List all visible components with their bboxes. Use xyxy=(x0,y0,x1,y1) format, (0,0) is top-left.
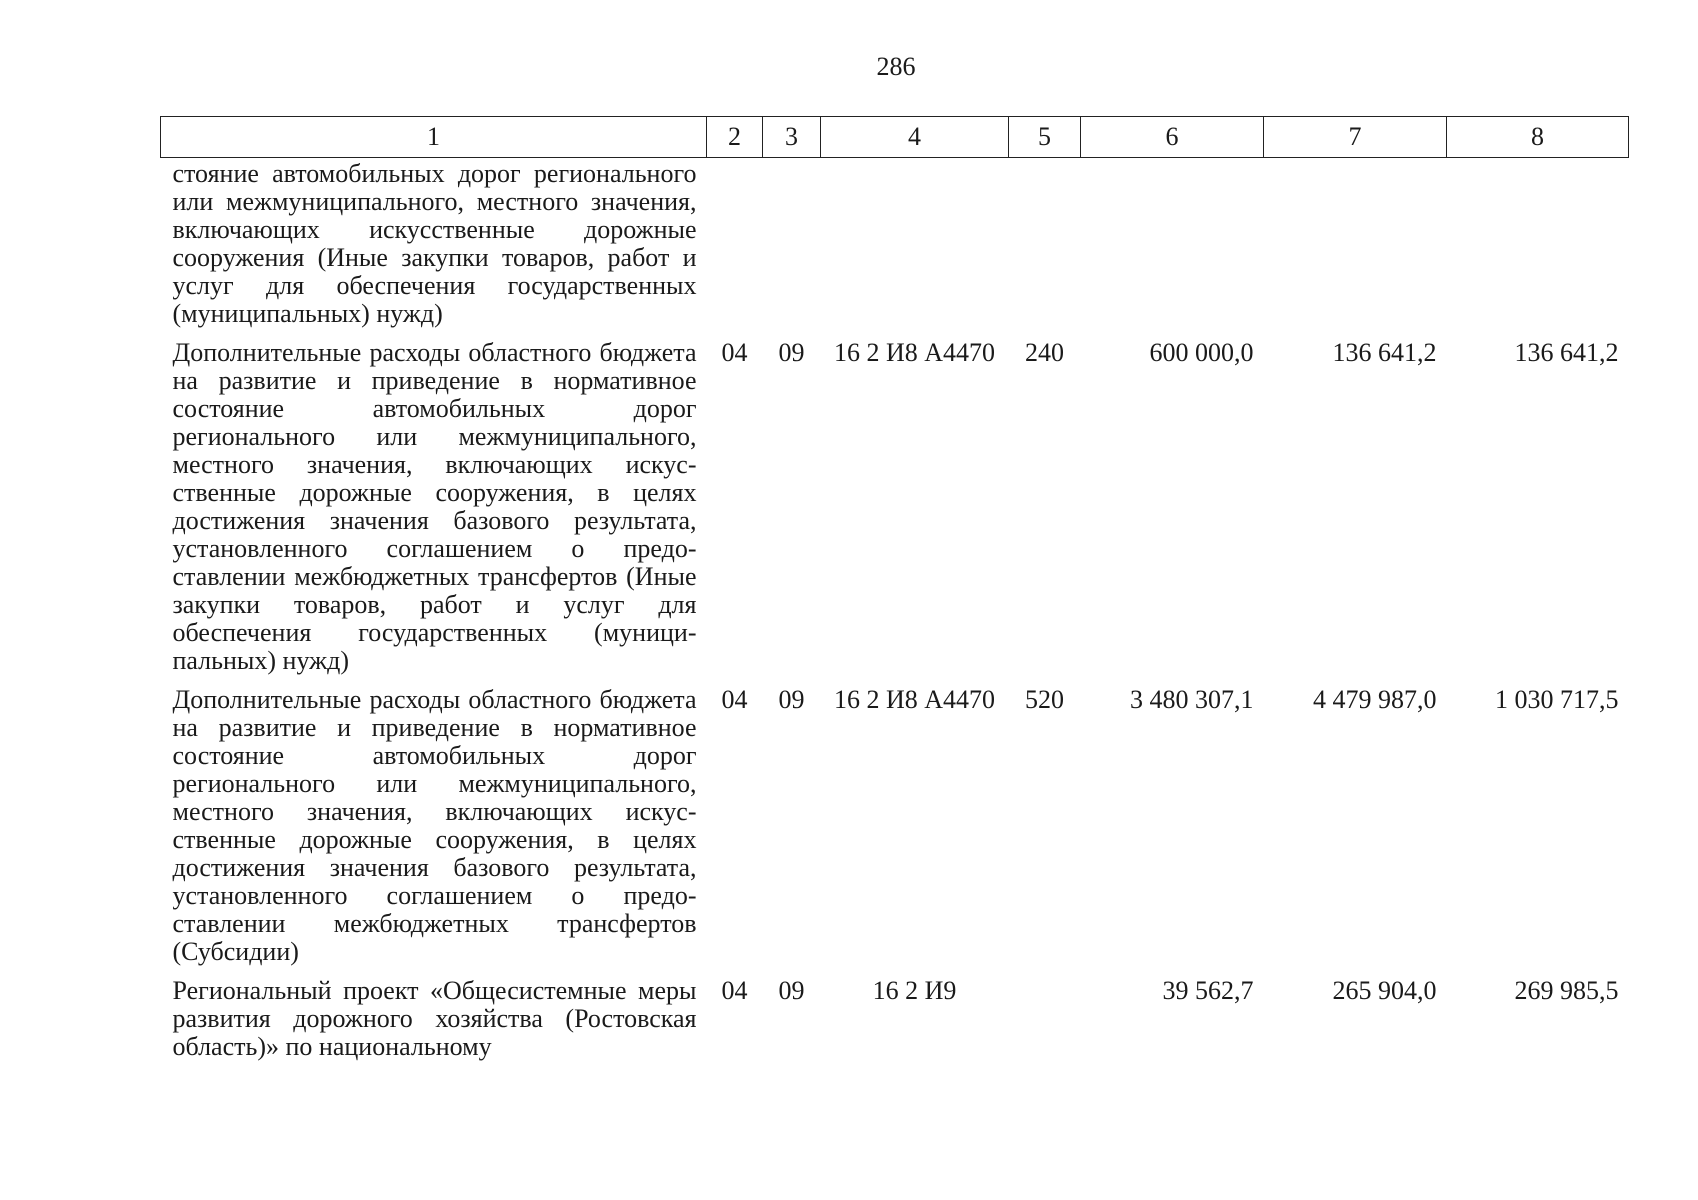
row-expense-type: 240 xyxy=(1025,338,1064,367)
row-target-article: 16 2 И8 А4470 xyxy=(833,685,996,714)
table-row xyxy=(161,328,1629,675)
row-expense-type xyxy=(1009,966,1081,1061)
row-description: Дополнительные расходы областного бюджета на развитие и приведение в нормативное состояние автомобильных дорог регионального или межмуниципального, местного значения, включающих искусственные дорожные сооружения, в целях достижения значения базового результата, установленного соглашением о предоставлении межбюджетных трансфертов (Иные закупки товаров, работ и услуг для обеспечения государственных (муниципальных) нужд) xyxy=(172,338,697,675)
row-section-code: 04 xyxy=(721,685,748,714)
budget-table xyxy=(160,116,1629,1061)
table-header xyxy=(161,117,1629,158)
row-expense-type xyxy=(1009,158,1081,329)
row-expense-type: 520 xyxy=(1025,685,1064,714)
row-value-col7 xyxy=(1264,158,1447,329)
row-value-col7: 4 479 987,0 xyxy=(1313,685,1437,714)
row-value-col8: 1 030 717,5 xyxy=(1495,685,1619,714)
budget-table-container xyxy=(160,116,1628,1061)
header-col-3: 3 xyxy=(763,117,821,158)
table-row xyxy=(161,675,1629,966)
header-col-8: 8 xyxy=(1447,117,1629,158)
row-value-col7: 136 641,2 xyxy=(1332,338,1437,367)
row-subsection-code xyxy=(763,158,821,329)
row-subsection-code: 09 xyxy=(778,685,805,714)
table-row xyxy=(161,966,1629,1061)
row-target-article: 16 2 И8 А4470 xyxy=(833,338,996,367)
page-number: 286 xyxy=(876,52,916,81)
header-col-6: 6 xyxy=(1081,117,1264,158)
row-target-article: 16 2 И9 xyxy=(872,976,957,1005)
header-col-2: 2 xyxy=(707,117,763,158)
row-subsection-code: 09 xyxy=(778,338,805,367)
row-value-col6: 600 000,0 xyxy=(1149,338,1254,367)
row-section-code: 04 xyxy=(721,976,748,1005)
row-value-col6: 39 562,7 xyxy=(1162,976,1254,1005)
row-description: Дополнительные расходы областного бюджета на развитие и приведение в нормативное состояние автомобильных дорог регионального или межмуниципального, местного значения, включающих искусственные дорожные сооружения, в целях достижения значения базового результата, установленного соглашением о предоставлении межбюджетных трансфертов (Субсидии) xyxy=(172,685,697,966)
row-section-code: 04 xyxy=(721,338,748,367)
row-description: стояние автомобильных дорог регионального или межмуниципального, местного значения, включающих искусственные дорожные сооружения (Иные закупки товаров, работ и услуг для обеспечения государственных (муниципальных) нужд) xyxy=(172,159,697,328)
header-col-4: 4 xyxy=(821,117,1009,158)
row-value-col8: 136 641,2 xyxy=(1514,338,1619,367)
row-value-col7: 265 904,0 xyxy=(1332,976,1437,1005)
row-section-code xyxy=(707,158,763,329)
header-col-7: 7 xyxy=(1264,117,1447,158)
row-target-article xyxy=(821,158,1009,329)
row-subsection-code: 09 xyxy=(778,976,805,1005)
header-col-5: 5 xyxy=(1009,117,1081,158)
header-row xyxy=(161,117,1629,158)
header-col-1: 1 xyxy=(161,117,707,158)
row-description: Региональный проект «Общесистемные меры развития дорожного хозяйства (Ростовская область)» по национальному xyxy=(172,976,697,1061)
row-value-col6 xyxy=(1081,158,1264,329)
row-value-col6: 3 480 307,1 xyxy=(1130,685,1254,714)
table-body xyxy=(161,158,1629,1062)
table-row xyxy=(161,158,1629,329)
row-value-col8 xyxy=(1447,158,1629,329)
row-value-col8: 269 985,5 xyxy=(1514,976,1619,1005)
